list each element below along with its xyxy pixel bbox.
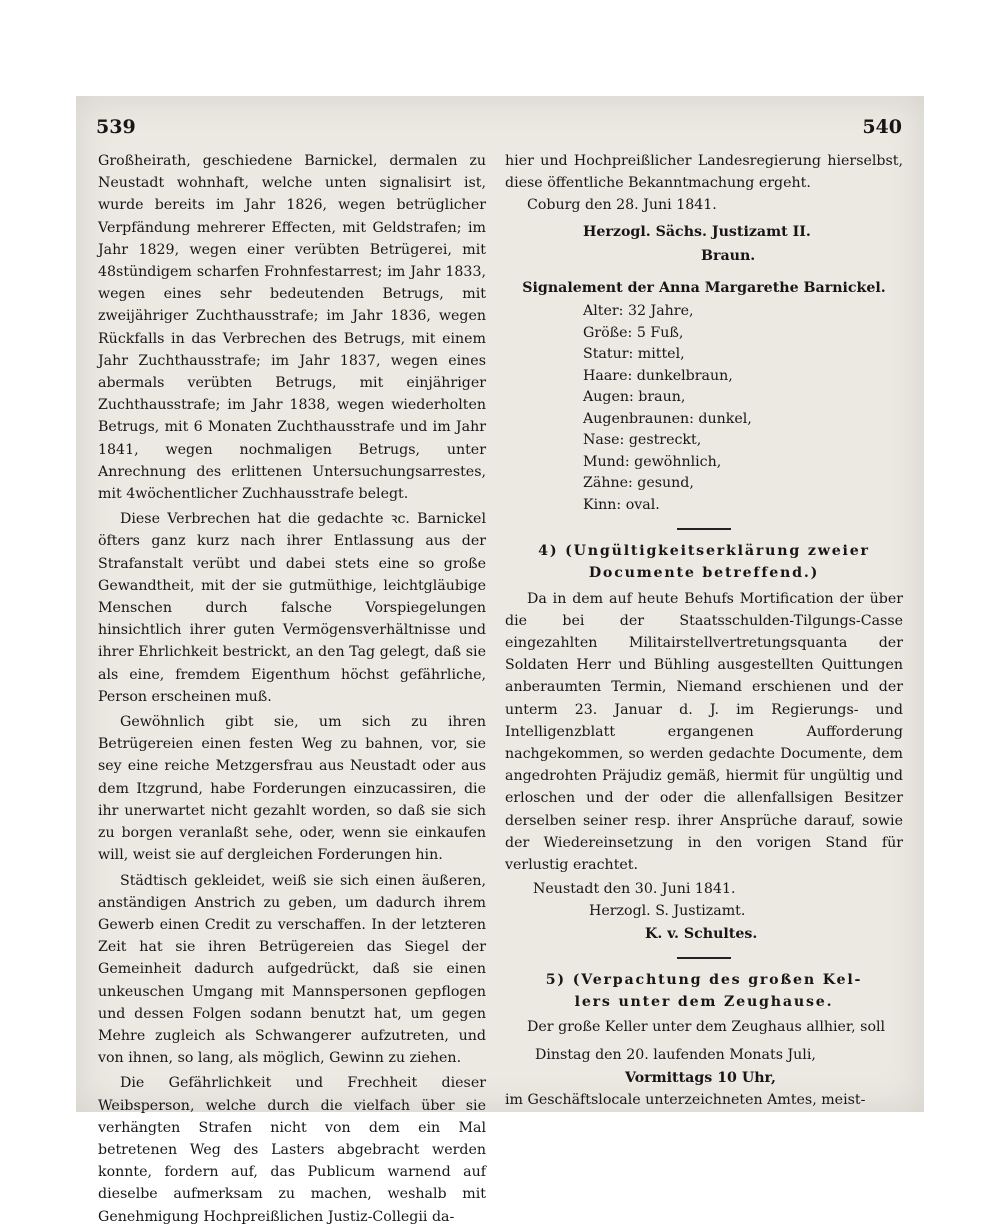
right-column <box>505 150 903 1111</box>
notice-5-heading-line-2: lers unter dem Zeughause. <box>574 994 834 1011</box>
signalement-item: Alter: 32 Jahre, <box>583 303 694 320</box>
notice-5-heading-line-1: 5) (Verpachtung des großen Kel- <box>545 971 863 988</box>
left-column <box>98 150 486 1228</box>
signalement-title: Signalement der Anna Margarethe Barnickel. <box>522 280 886 297</box>
signalement-item: Kinn: oval. <box>583 496 660 513</box>
notice-5-time: Vormittags 10 Uhr, <box>625 1069 776 1086</box>
signer-name: Braun. <box>701 247 756 264</box>
signalement-item: Haare: dunkelbraun, <box>583 367 733 384</box>
notice-5-text: Der große Keller unter dem Zeughaus allhier, soll <box>527 1019 886 1036</box>
notice-5-continuation: im Geschäftslocale unterzeichneten Amtes, meist- <box>505 1091 866 1108</box>
paragraph-criminal-record: Großheirath, geschiedene Barnickel, dermalen zu Neustadt wohnhaft, welche unten signalisirt ist, wurde bereits im Jahr 1826, wegen betrüglicher Verpfändung mehrerer Effecten, mit Geldstrafen; im Jahr 1829, wegen einer verübten Betrügerei, mit 48stündigem scharfen Frohnfestarrest; im Jahr 1833, wegen eines sehr bedeutenden Betrugs, mit zweijähriger Zuchthausstrafe; im Jahr 1836, wegen Rückfalls in das Verbrechen des Betrugs, mit einem Jahr Zuchthausstrafe; im Jahr 1837, wegen eines abermals verübten Betrugs, mit einjähriger Zuchthausstrafe; im Jahr 1838, wegen wiederholten Betrugs, mit 6 Monaten Zuchthausstrafe und im Jahr 1841, wegen nochmaligen Betrugs, unter Anrechnung des erlittenen Untersuchungsarrestes, mit 4wöchentlicher Zuchhausstrafe belegt. <box>98 153 486 503</box>
notice-4-heading-line-2: Documente betreffend.) <box>588 565 820 582</box>
paragraph-continuation: hier und Hochpreißlicher Landesregierung hierselbst, diese öffentliche Bekanntmachung ergeht. <box>505 153 903 192</box>
signalement-item: Augen: braun, <box>583 389 686 406</box>
notice-4-text: Da in dem auf heute Behufs Mortification der über die bei der Staatsschulden-Tilgungs-Casse eingezahlten Militairstellvertretungsquanta der Soldaten Herr und Bühling ausgestellten Quittungen anberaumten Termin, Niemand erschienen und der unterm 23. Januar d. J. im Regierungs- und Intelligenzblatt ergangenen Aufforderung nachgekommen, so werden gedachte Documente, dem angedrohten Präjudiz gemäß, hiermit für ungültig und erloschen und der oder die allenfallsigen Besitzer derselben seiner resp. ihrer Ansprüche darauf, sowie der Wiedereinsetzung in den vorigen Stand für verlustig erachtet. <box>505 590 903 874</box>
notice-4-office: Herzogl. S. Justizamt. <box>589 903 746 920</box>
signalement-item: Mund: gewöhnlich, <box>583 453 722 470</box>
section-divider <box>677 957 731 959</box>
signalement-item: Zähne: gesund, <box>583 475 694 492</box>
section-divider <box>677 528 731 530</box>
issuing-office: Herzogl. Sächs. Justizamt II. <box>583 223 811 240</box>
page-number-left: 539 <box>96 116 136 138</box>
signalement-item: Statur: mittel, <box>583 346 685 363</box>
notice-4-signer: K. v. Schultes. <box>645 925 758 942</box>
signalement-list <box>505 301 903 516</box>
signalement-item: Größe: 5 Fuß, <box>583 324 684 341</box>
signalement-item: Augenbraunen: dunkel, <box>583 410 752 427</box>
paragraph-crimes: Diese Verbrechen hat die gedachte ꝛc. Barnickel öfters ganz kurz nach ihrer Entlassung aus der Strafanstalt verübt und dabei stets eine so große Gewandtheit, mit der sie gutmüthige, leichtgläubige Menschen durch falsche Vorspiegelungen hinsichtlich ihrer guten Vermögensverhältnisse und ihrer Ehrlichkeit bestrickt, an den Tag gelegt, daß sie als eine, fremdem Eigenthum höchst gefährliche, Person erscheinen muß. <box>98 511 486 705</box>
notice-5-date: Dinstag den 20. laufenden Monats Juli, <box>535 1047 816 1064</box>
page-number-right: 540 <box>862 116 902 138</box>
notice-4-place-date: Neustadt den 30. Juni 1841. <box>533 881 736 898</box>
place-date: Coburg den 28. Juni 1841. <box>527 197 717 214</box>
signalement-item: Nase: gestreckt, <box>583 432 702 449</box>
notice-4-heading-line-1: 4) (Ungültigkeitserklärung zweier <box>538 543 870 560</box>
paragraph-appearance: Städtisch gekleidet, weiß sie sich einen äußeren, anständigen Anstrich zu geben, um dadurch ihrem Gewerb einen Credit zu verschaffen. In der letzteren Zeit hat sie ihren Betrügereien das Siegel der Gemeinheit dadurch aufgedrückt, daß sie einen unkeuschen Umgang mit Mannspersonen gepflogen und dessen Folgen sodann benutzt hat, um gegen Mehre zugleich als Schwangerer aufzutreten, und von ihnen, so lang, als möglich, Gewinn zu ziehen. <box>98 872 486 1067</box>
paragraph-method: Gewöhnlich gibt sie, um sich zu ihren Betrügereien einen festen Weg zu bahnen, vor, sie sey eine reiche Metzgersfrau aus Neustadt oder aus dem Itzgrund, habe Forderungen einzucassiren, die ihr unerwartet nicht gezahlt worden, so daß sie sich zu borgen veranlaßt sehe, oder, wenn sie einkaufen will, weist sie auf dergleichen Forderungen hin. <box>98 714 486 864</box>
paragraph-warning: Die Gefährlichkeit und Frechheit dieser Weibsperson, welche durch die vielfach über sie verhängten Strafen nicht von dem ein Mal betretenen Weg des Lasters abgebracht werden konnte, fordern auf, das Publicum warnend auf dieselbe aufmerksam zu machen, weshalb mit Genehmigung Hochpreißlichen Justiz-Collegii da- <box>98 1075 486 1225</box>
